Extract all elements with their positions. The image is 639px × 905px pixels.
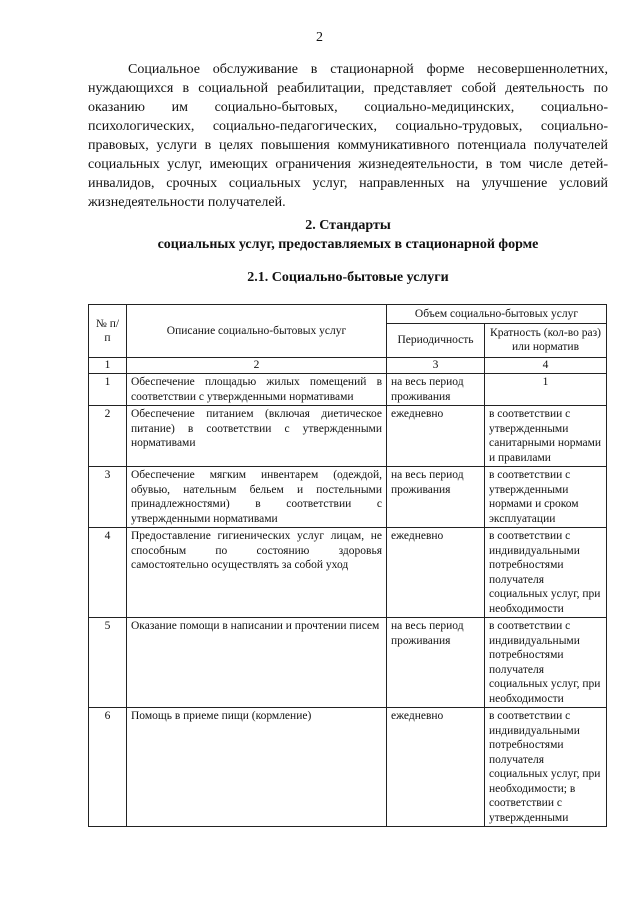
row-description: Предоставление гигиенических услуг лицам, не способным по состоянию здоровья самостоятельно осуществлять за собой уход — [127, 528, 387, 618]
row-frequency: в соответствии с индивидуальными потребностями получателя социальных услуг, при необходимости — [485, 528, 607, 618]
section-title-line1: 2. Стандарты — [305, 218, 391, 233]
row-description: Обеспечение мягким инвентарем (одеждой, обувью, нательным бельем и постельными принадлежностями) в соответствии с утвержденными нормативами — [127, 467, 387, 528]
row-periodicity: на весь период проживания — [387, 374, 485, 406]
page-number: 2 — [316, 30, 323, 45]
header-description: Описание социально-бытовых услуг — [127, 305, 387, 358]
index-cell: 3 — [387, 358, 485, 374]
index-cell: 1 — [89, 358, 127, 374]
table-header-row — [89, 305, 607, 324]
row-description: Оказание помощи в написании и прочтении писем — [127, 618, 387, 708]
row-periodicity: ежедневно — [387, 708, 485, 827]
row-description: Обеспечение площадью жилых помещений в соответствии с утвержденными нормативами — [127, 374, 387, 406]
row-num: 4 — [89, 528, 127, 618]
table-row — [89, 708, 607, 827]
index-cell: 4 — [485, 358, 607, 374]
row-num: 6 — [89, 708, 127, 827]
table-row — [89, 467, 607, 528]
services-table — [88, 304, 607, 827]
row-description: Обеспечение питанием (включая диетическое питание) в соответствии с утвержденными нормативами — [127, 406, 387, 467]
row-frequency: 1 — [485, 374, 607, 406]
row-periodicity: на весь период проживания — [387, 618, 485, 708]
row-num: 1 — [89, 374, 127, 406]
row-frequency: в соответствии с утвержденными нормами и сроком эксплуатации — [485, 467, 607, 528]
row-periodicity: на весь период проживания — [387, 467, 485, 528]
row-frequency: в соответствии с утвержденными санитарными нормами и правилами — [485, 406, 607, 467]
table-row — [89, 374, 607, 406]
row-num: 5 — [89, 618, 127, 708]
table-row — [89, 528, 607, 618]
row-num: 2 — [89, 406, 127, 467]
row-periodicity: ежедневно — [387, 406, 485, 467]
header-frequency: Кратность (кол-во раз) или норматив — [485, 323, 607, 357]
header-num: № п/п — [89, 305, 127, 358]
index-row — [89, 358, 607, 374]
header-periodicity: Периодичность — [387, 323, 485, 357]
row-num: 3 — [89, 467, 127, 528]
row-periodicity: ежедневно — [387, 528, 485, 618]
row-frequency: в соответствии с индивидуальными потребностями получателя социальных услуг, при необходимости — [485, 618, 607, 708]
table-row — [89, 406, 607, 467]
header-volume-group: Объем социально-бытовых услуг — [387, 305, 607, 324]
row-description: Помощь в приеме пищи (кормление) — [127, 708, 387, 827]
section-title — [88, 216, 608, 254]
index-cell: 2 — [127, 358, 387, 374]
table-row — [89, 618, 607, 708]
section-title-line2: социальных услуг, предоставляемых в стационарной форме — [157, 237, 539, 252]
intro-paragraph: Социальное обслуживание в стационарной форме несовершеннолетних, нуждающихся в социальной реабилитации, представляет собой деятельность по оказанию им социально-бытовых, социально-медицинских, социально-психологических, социально-педагогических, социально-трудовых, социально-правовых, услуги в целях повышения коммуникативного потенциала получателей социальных услуг, имеющих ограничения жизнедеятельности, в том числе детей-инвалидов, срочных социальных услуг, направленных на улучшение условий жизнедеятельности получателей. — [88, 62, 608, 210]
row-frequency: в соответствии с индивидуальными потребностями получателя социальных услуг, при необходимости; в соответствии с утвержденными — [485, 708, 607, 827]
subsection-title: 2.1. Социально-бытовые услуги — [247, 270, 449, 285]
